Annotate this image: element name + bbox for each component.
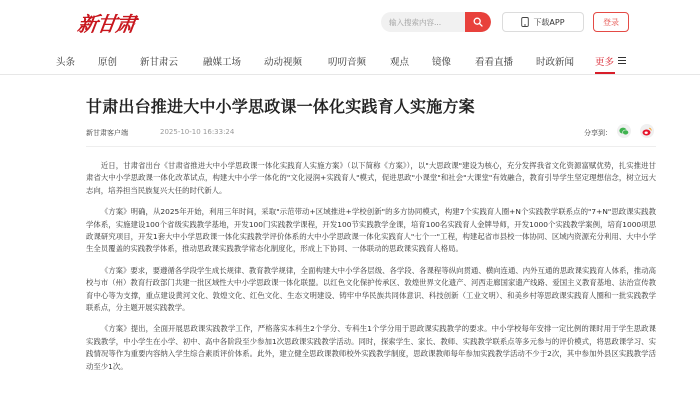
share-weibo-button[interactable]	[640, 124, 654, 138]
site-logo[interactable]: 新甘肃	[76, 12, 137, 36]
main-nav	[0, 46, 700, 75]
share-wechat-button[interactable]	[617, 124, 631, 138]
article-paragraph: 《方案》明确，从2025年开始，利用三年时间，采取"示范带动+区域推进+学校创新"的多方协同模式，构建7个实践育人圈+N个实践教学联系点的"7+N"思政课实践教学体系，实施建设100个省级实践教学基地，开发100门实践教学课程，开发100节实践教学金课，培育100名实践育人金牌导师，开发1000个实践教学案例，培育1000项思政课研究项目，开发1套大中小学思政课一体化实践教学评价体系的大中小学思政课一体化实践育人"七个一"工程，构建起省市县校一体协同、区域内资源充分利用、大中小学生全员覆盖的实践教学体系，推动思政课实践教学常态化制度化，形成上下协同、一体联动的思政课实践育人格局。	[86, 207, 656, 254]
nav-item-live[interactable]: 看看直播	[475, 57, 514, 68]
search-button[interactable]	[465, 12, 491, 32]
nav-item-media-workshop[interactable]: 融媒工场	[203, 57, 242, 68]
nav-item-more[interactable]: 更多	[595, 57, 615, 68]
meta-divider	[86, 146, 656, 147]
article-title: 甘肃出台推进大中小学思政课一体化实践育人实施方案	[86, 97, 475, 116]
search-box	[381, 12, 491, 32]
article-paragraph: 近日，甘肃省出台《甘肃省推进大中小学思政课一体化实践育人实施方案》（以下简称《方案》），以"大思政课"建设为核心，充分发挥我省文化资源富赋优势，扎实推进甘肃省大中小学思政课一体化改革试点，构建大中小学一体化的"文化浸润+实践育人"模式，促进思政"小课堂"和社会"大课堂"有效融合，教育引导学生坚定理想信念，树立远大志向，培养担当民族复兴大任的时代新人。	[86, 161, 656, 195]
article-time: 2025-10-10 16:33:24	[160, 128, 235, 136]
article-paragraph: 《方案》提出，全面开展思政课实践教学工作，严格落实本科生2个学分、专科生1个学分用于思政课实践教学的要求。中小学校每年安排一定比例的课时用于学生思政课实践教学，中小学生在小学、初中、高中各阶段至少参加1次思政课实践教学活动。同时，探索学生、家长、教师、实践教学联系点等多元参与的评价模式，将思政课学习、实践情况等作为重要内容纳入学生综合素质评价体系。此外，建立健全思政课教师校外实践教学制度，思政课教师每年参加实践教学活动不少于2次，其中参加外县区实践教学活动至少1次。	[86, 324, 656, 371]
share-label: 分享到：	[584, 129, 612, 137]
site-header	[0, 0, 700, 46]
download-app-label: 下载APP	[533, 17, 565, 27]
nav-item-xingansu-cloud[interactable]: 新甘肃云	[140, 57, 179, 68]
nav-item-headlines[interactable]: 头条	[56, 57, 76, 68]
weibo-icon	[642, 127, 652, 136]
phone-icon	[521, 17, 529, 27]
nav-item-audio[interactable]: 叨叨音频	[328, 57, 367, 68]
search-input[interactable]	[381, 12, 465, 32]
download-app-button[interactable]	[502, 12, 584, 32]
wechat-icon	[619, 127, 629, 136]
nav-item-politics[interactable]: 时政新闻	[536, 57, 575, 68]
nav-item-original[interactable]: 原创	[98, 57, 118, 68]
search-icon	[473, 17, 483, 27]
article-paragraph: 《方案》要求，要遵循各学段学生成长规律、教育教学规律，全面构建大中小学各层级、各学段、各课程等纵向贯通、横向连通、内外互通的思政课实践育人体系，推动高校与市（州）教育行政部门共建一批区域性大中小学思政课一体化联盟。以红色文化保护传承区、敦煌世界文化遗产、河西走廊国家遗产线路、爱国主义教育基地、法治宣传教育中心等为支撑，重点建设黄河文化、敦煌文化、红色文化、生态文明建设、铸牢中华民族共同体意识、科技创新（工业文明）、和美乡村等思政课实践育人圈和一批实践教学联系点，分主题开展实践教学。	[86, 265, 656, 313]
menu-icon[interactable]	[618, 57, 626, 64]
login-button[interactable]: 登录	[593, 12, 629, 32]
nav-active-indicator	[595, 72, 615, 74]
nav-item-images[interactable]: 镜像	[432, 57, 452, 68]
article-source: 新甘肃客户端	[86, 129, 128, 137]
nav-item-opinion[interactable]: 观点	[390, 57, 410, 68]
nav-item-video[interactable]: 动动视频	[264, 57, 303, 68]
article-body	[86, 160, 656, 382]
